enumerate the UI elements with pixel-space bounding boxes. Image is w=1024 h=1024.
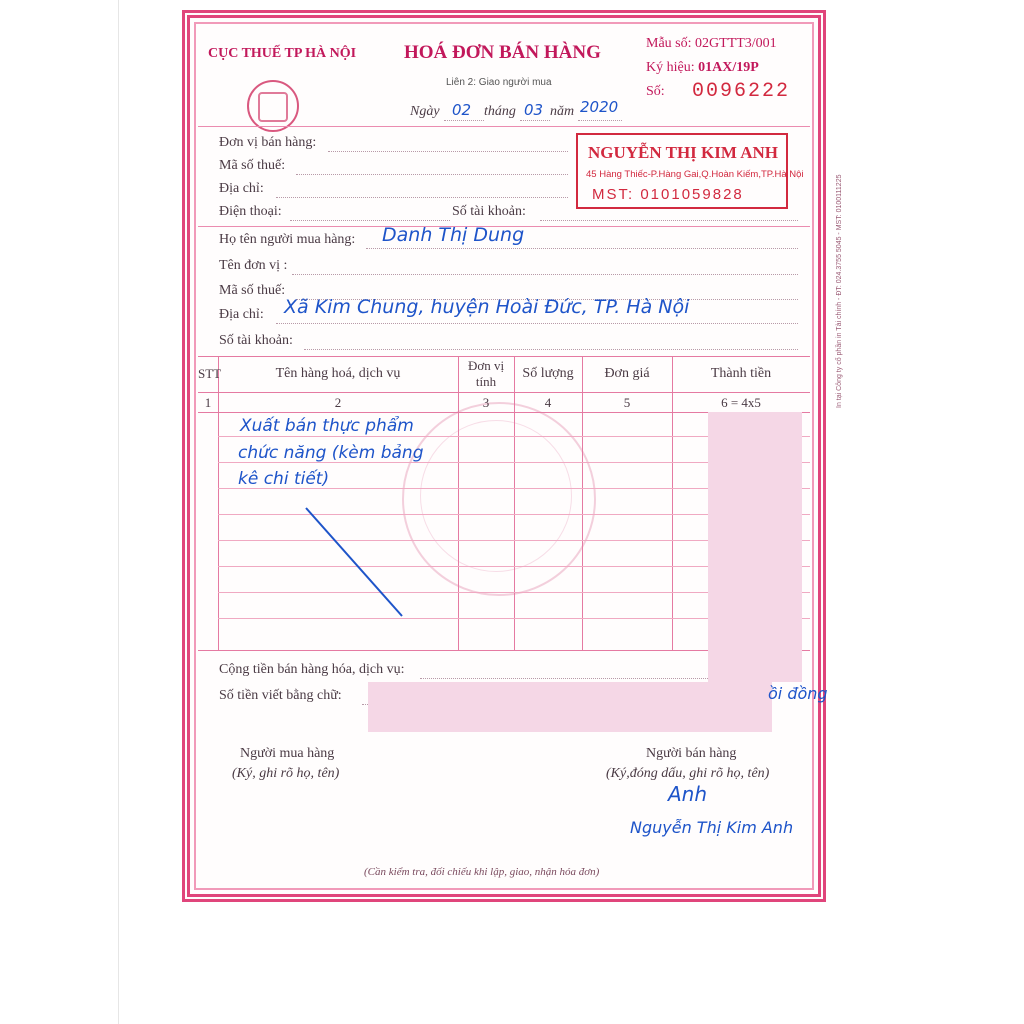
col-header-name: Tên hàng hoá, dịch vụ xyxy=(275,366,401,381)
buyer-name-label: Họ tên người mua hàng: xyxy=(219,232,356,247)
date-year: 2020 xyxy=(580,98,619,116)
seller-signature-title: Người bán hàng xyxy=(646,746,737,761)
invoice-title: HOÁ ĐƠN BÁN HÀNG xyxy=(404,42,601,63)
hanoi-emblem-icon xyxy=(247,80,299,132)
amount-in-words-label: Số tiền viết bằng chữ: xyxy=(219,688,342,703)
index-unit: 3 xyxy=(482,395,490,410)
date-month: 03 xyxy=(524,101,544,119)
copy-label: Liên 2: Giao người mua xyxy=(446,77,552,88)
buyer-tax-code-label: Mã số thuế: xyxy=(219,283,286,298)
seller-phone-label: Điện thoại: xyxy=(219,204,282,219)
date-year-label: năm xyxy=(550,104,575,119)
index-price: 5 xyxy=(623,395,631,410)
form-number xyxy=(646,36,777,52)
stamp-address: 45 Hàng Thiếc-P.Hàng Gai,Q.Hoàn Kiếm,TP.Hà Nội xyxy=(586,169,804,180)
col-header-stt: STT xyxy=(198,366,222,381)
col-header-qty: Số lượng xyxy=(522,366,574,381)
item-line-3: kê chi tiết) xyxy=(238,469,330,489)
index-stt: 1 xyxy=(204,395,212,410)
form-number-label: Mẫu số: xyxy=(646,36,692,51)
form-number-value: 02GTTT3/001 xyxy=(695,36,777,51)
item-line-2: chức năng (kèm bảng xyxy=(238,443,424,463)
seller-signature: Anh xyxy=(668,782,708,806)
buyer-account-label: Số tài khoản: xyxy=(219,333,293,348)
invoice-number-value: 0096222 xyxy=(692,80,791,103)
symbol-label: Ký hiệu: xyxy=(646,60,695,75)
footer-note: (Cần kiểm tra, đối chiếu khi lập, giao, nhận hóa đơn) xyxy=(364,866,600,878)
stamp-mst: MST: 0101059828 xyxy=(592,186,744,203)
seller-printed-name: Nguyễn Thị Kim Anh xyxy=(630,818,794,837)
buyer-signature-hint: (Ký, ghi rõ họ, tên) xyxy=(232,766,340,781)
col-header-amount: Thành tiền xyxy=(710,366,772,381)
buyer-unit-label: Tên đơn vị : xyxy=(219,258,288,273)
printer-side-text: In tại Công ty cổ phần in Tài chính - ĐT: 024.3755 5045 - MST: 0100111225 xyxy=(836,174,843,408)
buyer-address-value: Xã Kim Chung, huyện Hoài Đức, TP. Hà Nội xyxy=(284,296,690,318)
seller-stamp xyxy=(576,133,804,209)
invoice-number-label: Số: xyxy=(646,84,665,99)
tax-office-label: CỤC THUẾ TP HÀ NỘI xyxy=(208,46,357,61)
subtotal-label: Cộng tiền bán hàng hóa, dịch vụ: xyxy=(219,662,405,677)
seller-tax-code-label: Mã số thuế: xyxy=(219,158,286,173)
scan-edge-line xyxy=(118,0,119,1024)
stamp-name: NGUYỄN THỊ KIM ANH xyxy=(588,143,779,162)
symbol xyxy=(646,60,759,76)
index-qty: 4 xyxy=(544,395,552,410)
amount-in-words-tail: ồi đồng xyxy=(768,684,828,703)
cancel-strike-line xyxy=(300,500,410,622)
item-line-1: Xuất bán thực phẩm xyxy=(240,416,414,436)
date-month-label: tháng xyxy=(484,104,516,119)
index-name: 2 xyxy=(334,395,342,410)
col-header-unit-line2: tính xyxy=(475,374,497,389)
seller-unit-label: Đơn vị bán hàng: xyxy=(219,135,317,150)
date-day: 02 xyxy=(452,101,472,119)
seller-address-label: Địa chỉ: xyxy=(219,181,264,196)
symbol-value: 01AX/19P xyxy=(698,60,759,75)
buyer-address-label: Địa chỉ: xyxy=(219,307,264,322)
col-header-unit-line1: Đơn vị xyxy=(467,358,505,373)
seller-account-label: Số tài khoản: xyxy=(452,204,526,219)
privacy-mask-words xyxy=(368,682,772,732)
index-amount: 6 = 4x5 xyxy=(721,395,761,410)
col-header-price: Đơn giá xyxy=(604,366,650,381)
seller-signature-hint: (Ký,đóng dấu, ghi rõ họ, tên) xyxy=(606,766,770,781)
date-day-label: Ngày xyxy=(410,104,440,119)
watermark-inner-ring xyxy=(420,420,572,572)
buyer-signature-title: Người mua hàng xyxy=(240,746,335,761)
privacy-mask-amount xyxy=(708,412,802,682)
buyer-name-value: Danh Thị Dung xyxy=(382,224,525,246)
